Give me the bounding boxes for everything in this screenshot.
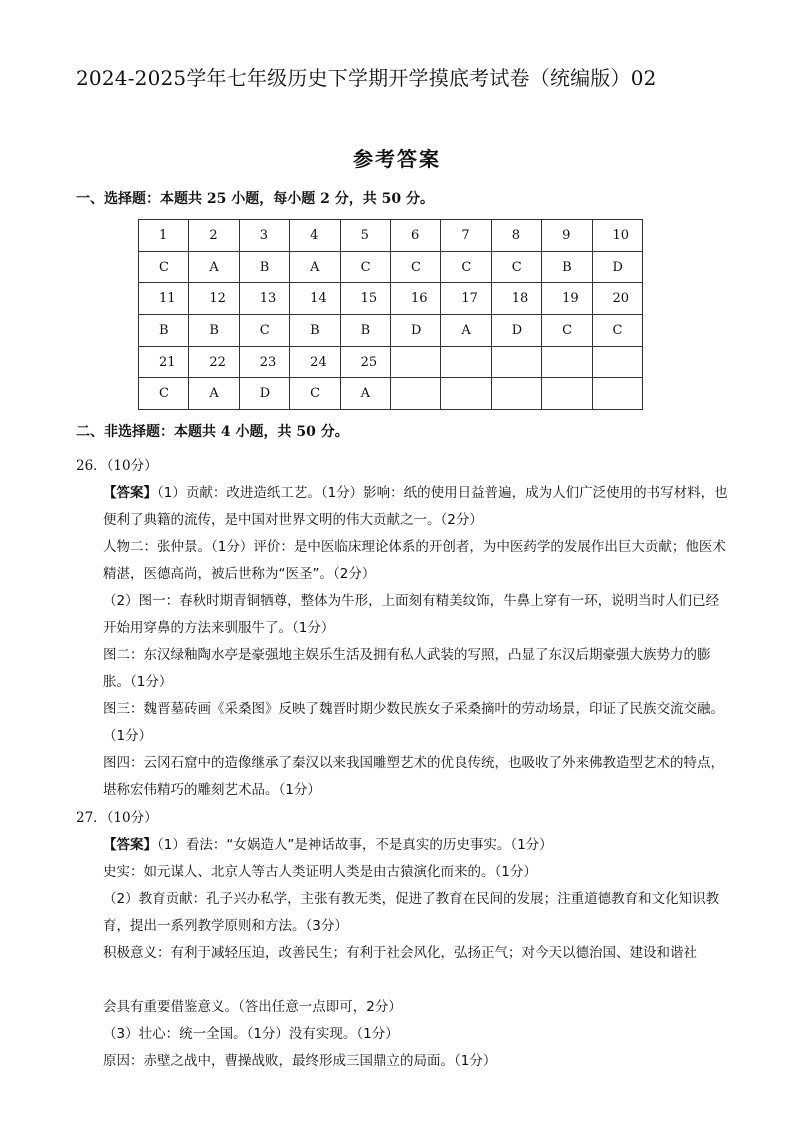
q27-number: 27．（10分） (76, 810, 158, 826)
non-choice-answers (76, 452, 728, 1075)
question-number-cell: 19 (542, 283, 592, 315)
answer-cell: D (491, 315, 541, 347)
question-number-cell: 25 (340, 346, 390, 378)
answer-cell: C (290, 378, 340, 410)
answer-cell: C (542, 315, 592, 347)
question-number-cell: 9 (542, 220, 592, 252)
question-number-cell: 15 (340, 283, 390, 315)
question-number-cell: 22 (189, 346, 239, 378)
q26-line-3: （2）图一：春秋时期青铜牺尊，整体为牛形，上面刻有精美纹饰，牛鼻上穿有一环，说明当时人们已经开始用穿鼻的方法来驯服牛了。（1分） (103, 593, 720, 636)
answer-cell: B (340, 315, 390, 347)
q26-answer-line (76, 480, 728, 534)
answer-cell: A (189, 251, 239, 283)
question-number-cell (491, 346, 541, 378)
answer-cell: B (290, 315, 340, 347)
q27-line-2: 史实：如元谋人、北京人等古人类证明人类是由古猿演化而来的。（1分） (103, 864, 537, 880)
question-number-cell: 18 (491, 283, 541, 315)
table-row (139, 220, 643, 252)
answer-cell: D (592, 251, 642, 283)
answer-cell (592, 378, 642, 410)
q27-line-7: 原因：赤壁之战中，曹操战败，最终形成三国鼎立的局面。（1分） (103, 1053, 497, 1069)
answer-cell: A (340, 378, 390, 410)
answer-cell: C (441, 251, 491, 283)
answer-cell: D (390, 315, 440, 347)
question-number-cell: 7 (441, 220, 491, 252)
answer-cell: B (239, 251, 289, 283)
question-number-cell: 24 (290, 346, 340, 378)
q26-line-4: 图二：东汉绿釉陶水亭是豪强地主娱乐生活及拥有私人武装的写照，凸显了东汉后期豪强大族势力的膨胀。（1分） (103, 647, 711, 690)
question-number-cell: 12 (189, 283, 239, 315)
question-number-cell: 13 (239, 283, 289, 315)
question-number-cell (542, 346, 592, 378)
answer-cell: C (390, 251, 440, 283)
question-number-cell: 14 (290, 283, 340, 315)
question-number-cell: 21 (139, 346, 189, 378)
answer-cell: A (441, 315, 491, 347)
answer-cell: B (139, 315, 189, 347)
q26-line-2: 人物二：张仲景。（1分）评价：是中医临床理论体系的开创者，为中医药学的发展作出巨大贡献；他医术精湛，医德高尚，被后世称为“医圣”。（2分） (103, 539, 726, 582)
question-number-cell: 10 (592, 220, 642, 252)
table-row (139, 378, 643, 410)
section2-heading: 二、非选择题：本题共 4 小题，共 50 分。 (76, 424, 349, 440)
question-number-cell: 1 (139, 220, 189, 252)
answer-cell: C (340, 251, 390, 283)
q27-answer-tag: 【答案】 (103, 837, 157, 853)
answer-cell: A (189, 378, 239, 410)
question-number-cell: 6 (390, 220, 440, 252)
question-number-cell (441, 346, 491, 378)
answer-cell (441, 378, 491, 410)
answer-cell: C (139, 378, 189, 410)
table-row (139, 346, 643, 378)
answer-cell: B (189, 315, 239, 347)
answer-cell (542, 378, 592, 410)
answer-cell (390, 378, 440, 410)
question-number-cell: 2 (189, 220, 239, 252)
blank-gap (76, 967, 728, 994)
answer-cell: C (491, 251, 541, 283)
table-row (139, 283, 643, 315)
q27-line-1: （1）看法：“女娲造人”是神话故事，不是真实的历史事实。（1分） (157, 837, 553, 853)
table-row (139, 315, 643, 347)
question-number-cell: 5 (340, 220, 390, 252)
choice-answer-table (138, 219, 643, 410)
q26-number: 26．（10分） (76, 458, 158, 474)
q26-answer-tag: 【答案】 (103, 485, 157, 501)
question-number-cell: 4 (290, 220, 340, 252)
question-number-cell: 23 (239, 346, 289, 378)
document-title: 2024-2025学年七年级历史下学期开学摸底考试卷（统编版）02 (76, 66, 657, 90)
q27-line-3: （2）教育贡献：孔子兴办私学，主张有教无类，促进了教育在民间的发展；注重道德教育和文化知识教育，提出一系列教学原则和方法。（3分） (103, 891, 720, 934)
question-number-cell (390, 346, 440, 378)
q26-line-1: （1）贡献：改进造纸工艺。（1分）影响：纸的使用日益普遍，成为人们广泛使用的书写材料，也便利了典籍的流传，是中国对世界文明的伟大贡献之一。（2分） (103, 485, 728, 528)
q27-answer-line (76, 832, 728, 859)
document-subtitle: 参考答案 (353, 147, 441, 171)
question-number-cell: 3 (239, 220, 289, 252)
answer-cell (491, 378, 541, 410)
answer-cell: C (239, 315, 289, 347)
answer-cell: D (239, 378, 289, 410)
q27-line-5: 会具有重要借鉴意义。（答出任意一点即可，2分） (103, 999, 402, 1015)
question-number-cell (592, 346, 642, 378)
question-number-cell: 8 (491, 220, 541, 252)
q26-line-5: 图三：魏晋墓砖画《采桑图》反映了魏晋时期少数民族女子采桑摘叶的劳动场景，印证了民族交流交融。（1分） (103, 701, 724, 744)
answer-cell: C (592, 315, 642, 347)
answer-cell: A (290, 251, 340, 283)
q26-line-6: 图四：云冈石窟中的造像继承了秦汉以来我国雕塑艺术的优良传统，也吸收了外来佛教造型艺术的特点，堪称宏伟精巧的雕刻艺术品。（1分） (103, 755, 724, 798)
question-number-cell: 16 (390, 283, 440, 315)
question-number-cell: 11 (139, 283, 189, 315)
q27-line-6: （3）壮心：统一全国。（1分）没有实现。（1分） (103, 1026, 399, 1042)
table-row (139, 251, 643, 283)
answer-cell: C (139, 251, 189, 283)
section1-heading: 一、选择题：本题共 25 小题，每小题 2 分，共 50 分。 (76, 191, 434, 207)
question-number-cell: 20 (592, 283, 642, 315)
answer-cell: B (542, 251, 592, 283)
question-number-cell: 17 (441, 283, 491, 315)
q27-line-4: 积极意义：有利于减轻压迫，改善民生；有利于社会风化，弘扬正气；对今天以德治国、建设和谐社 (103, 945, 697, 961)
